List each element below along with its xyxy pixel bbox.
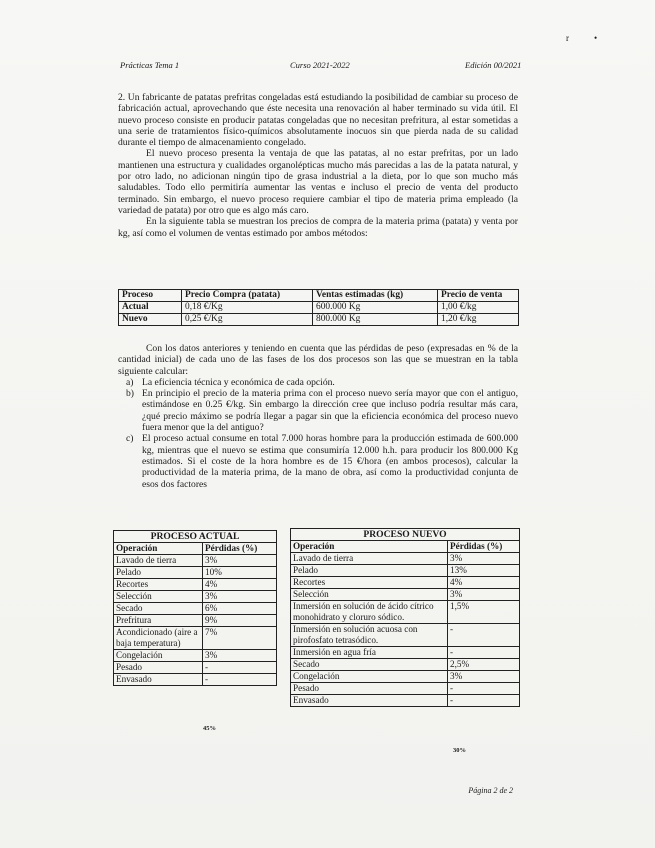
- table-cell: 1,20 €/kg: [438, 314, 519, 326]
- table-cell: Secado: [291, 659, 448, 671]
- table-row: [291, 565, 520, 577]
- table-cell: 4%: [203, 579, 277, 591]
- table-cell: 1,5%: [448, 601, 520, 624]
- table-cell: Actual: [119, 302, 182, 314]
- table-cell: -: [448, 695, 520, 707]
- question-text: La eficiencia técnica y económica de cada opción.: [142, 376, 335, 388]
- table-row: [114, 627, 277, 650]
- corner-dot: •: [594, 33, 598, 43]
- table-cell: Congelación: [114, 650, 203, 662]
- question-label: a): [126, 376, 134, 388]
- question-label: b): [126, 388, 134, 400]
- table-caption-row: [114, 531, 277, 543]
- column-header: Ventas estimadas (kg): [313, 290, 438, 302]
- table-cell: Pesado: [114, 662, 203, 674]
- column-header: Operación: [114, 543, 203, 555]
- column-header: Proceso: [119, 290, 182, 302]
- table-cell: 2,5%: [448, 659, 520, 671]
- column-header: Operación: [291, 541, 448, 553]
- table-header-row: [119, 290, 519, 302]
- table-cell: Envasado: [114, 674, 203, 686]
- exercise-intro: [118, 92, 518, 239]
- corner-mark: r: [566, 33, 569, 43]
- question-text: En principio el precio de la materia prima con el proceso nuevo sería mayor que con el antiguo, estimándose en 0.25 €/kg. Sin embargo la dirección cree que incluso podría resultar más cara, ¿qué precio máximo se podría llegar a pagar sin que la eficiencia económica del proceso nuevo fuera menor que la del antiguo?: [142, 388, 518, 434]
- paragraph-3: En la siguiente tabla se muestran los precios de compra de la materia prima (patata) y venta por kg, así como el volumen de ventas estimado por ambos métodos:: [118, 216, 518, 239]
- column-header: Precio de venta: [438, 290, 519, 302]
- table-cell: 0,18 €/Kg: [182, 302, 313, 314]
- table-row: [114, 603, 277, 615]
- table-row: [291, 683, 520, 695]
- table-header-row: [291, 541, 520, 553]
- table-row: [114, 662, 277, 674]
- table-cell: Inmersión en agua fría: [291, 647, 448, 659]
- table-row: [114, 615, 277, 627]
- table-cell: 3%: [448, 671, 520, 683]
- table-cell: -: [448, 624, 520, 647]
- table-row: [291, 553, 520, 565]
- table-cell: Lavado de tierra: [114, 555, 203, 567]
- header-center: Curso 2021-2022: [290, 60, 350, 70]
- table-cell: -: [203, 674, 277, 686]
- list-item: [118, 377, 518, 388]
- table-cell: 7%: [203, 627, 277, 650]
- table-cell: Congelación: [291, 671, 448, 683]
- table-cell: Selección: [114, 591, 203, 603]
- table-cell: 800.000 Kg: [313, 314, 438, 326]
- table-cell: -: [448, 647, 520, 659]
- table-cell: -: [203, 662, 277, 674]
- proceso-nuevo-total: 30%: [453, 747, 466, 754]
- list-item: [118, 388, 518, 433]
- table-cell: 1,00 €/kg: [438, 302, 519, 314]
- exercise-questions: [118, 343, 518, 490]
- table-row: [291, 624, 520, 647]
- question-label: c): [126, 433, 134, 445]
- column-header: Precio Compra (patata): [182, 290, 313, 302]
- column-header: Pérdidas (%): [203, 543, 277, 555]
- table-cell: Inmersión en solución acuosa con pirofosfato tetrasódico.: [291, 624, 448, 647]
- table-row: [114, 567, 277, 579]
- table-cell: Secado: [114, 603, 203, 615]
- proceso-actual-total: 45%: [203, 725, 216, 732]
- table-cell: 13%: [448, 565, 520, 577]
- table-cell: 3%: [203, 650, 277, 662]
- table-cell: 3%: [203, 591, 277, 603]
- header-left: Prácticas Tema 1: [120, 60, 180, 70]
- table-row: [119, 314, 519, 326]
- table-cell: Pesado: [291, 683, 448, 695]
- table-cell: 3%: [203, 555, 277, 567]
- table-cell: Recortes: [114, 579, 203, 591]
- proceso-nuevo-table: [290, 528, 520, 707]
- header-right: Edición 00/2021: [465, 60, 522, 70]
- page-number: Página 2 de 2: [468, 786, 513, 795]
- table-header-row: [114, 543, 277, 555]
- table-cell: -: [448, 683, 520, 695]
- table-cell: 0,25 €/Kg: [182, 314, 313, 326]
- table-cell: Pelado: [291, 565, 448, 577]
- table-row: [114, 555, 277, 567]
- table-cell: 3%: [448, 589, 520, 601]
- table-row: [114, 650, 277, 662]
- table-cell: 3%: [448, 553, 520, 565]
- table-row: [291, 659, 520, 671]
- table-cell: 10%: [203, 567, 277, 579]
- paragraph-4: Con los datos anteriores y teniendo en cuenta que las pérdidas de peso (expresadas en % de la cantidad inicial) de cada uno de las fases de los dos procesos son las que se muestran en la tabla siguiente calcular:: [118, 343, 518, 377]
- question-list: [118, 377, 518, 490]
- paragraph-2: El nuevo proceso presenta la ventaja de que las patatas, al no estar prefritas, por un lado mantienen una estructura y cualidades organolépticas mucho más parecidas a las de la patata natural, y por otro lado, no adicionan ningún tipo de grasa industrial a la dieta, por lo que son mucho más saludables. Todo ello permitiría aumentar las ventas e incluso el precio de venta del producto terminado. Sin embargo, el nuevo proceso requiere cambiar el tipo de materia prima empleado (la variedad de patata) por otro que es algo más caro.: [118, 148, 518, 216]
- table-cell: Selección: [291, 589, 448, 601]
- list-item: [118, 433, 518, 489]
- table-caption-row: [291, 529, 520, 541]
- table-cell: Prefritura: [114, 615, 203, 627]
- table-cell: Lavado de tierra: [291, 553, 448, 565]
- table-cell: Inmersión en solución de ácido cítrico monohidrato y cloruro sódico.: [291, 601, 448, 624]
- table-row: [291, 589, 520, 601]
- table-row: [114, 674, 277, 686]
- column-header: Pérdidas (%): [448, 541, 520, 553]
- table-title: PROCESO NUEVO: [291, 529, 520, 541]
- price-table: [118, 289, 519, 326]
- table-row: [291, 647, 520, 659]
- table-row: [114, 591, 277, 603]
- table-cell: Nuevo: [119, 314, 182, 326]
- table-cell: 9%: [203, 615, 277, 627]
- table-cell: Envasado: [291, 695, 448, 707]
- table-row: [291, 577, 520, 589]
- table-row: [119, 302, 519, 314]
- proceso-actual-table: [113, 530, 277, 686]
- table-cell: 6%: [203, 603, 277, 615]
- table-cell: Pelado: [114, 567, 203, 579]
- table-row: [114, 579, 277, 591]
- table-cell: Acondicionado (aire a baja temperatura): [114, 627, 203, 650]
- table-cell: Recortes: [291, 577, 448, 589]
- table-row: [291, 601, 520, 624]
- table-row: [291, 671, 520, 683]
- table-cell: 4%: [448, 577, 520, 589]
- table-title: PROCESO ACTUAL: [114, 531, 277, 543]
- table-cell: 600.000 Kg: [313, 302, 438, 314]
- paragraph-1: 2. Un fabricante de patatas prefritas congeladas está estudiando la posibilidad de cambiar su proceso de fabricación actual, aprovechando que éste necesita una renovación al haber terminado su vida útil. El nuevo proceso consiste en producir patatas congeladas que no necesitan prefritura, al estar sometidas a una serie de tratamientos físico-químicos absolutamente inocuos sin que pierda nada de su calidad durante el tiempo de almacenamiento congelado.: [118, 92, 518, 149]
- question-text: El proceso actual consume en total 7.000 horas hombre para la producción estimada de 600.000 kg, mientras que el nuevo se estima que consumiría 12.000 h.h. para producir los 800.000 Kg estimados. Si el coste de la hora hombre es de 15 €/hora (en ambos procesos), calcular la productividad de la materia prima, de la mano de obra, así como la productividad conjunta de esos dos factores: [142, 433, 518, 490]
- table-row: [291, 695, 520, 707]
